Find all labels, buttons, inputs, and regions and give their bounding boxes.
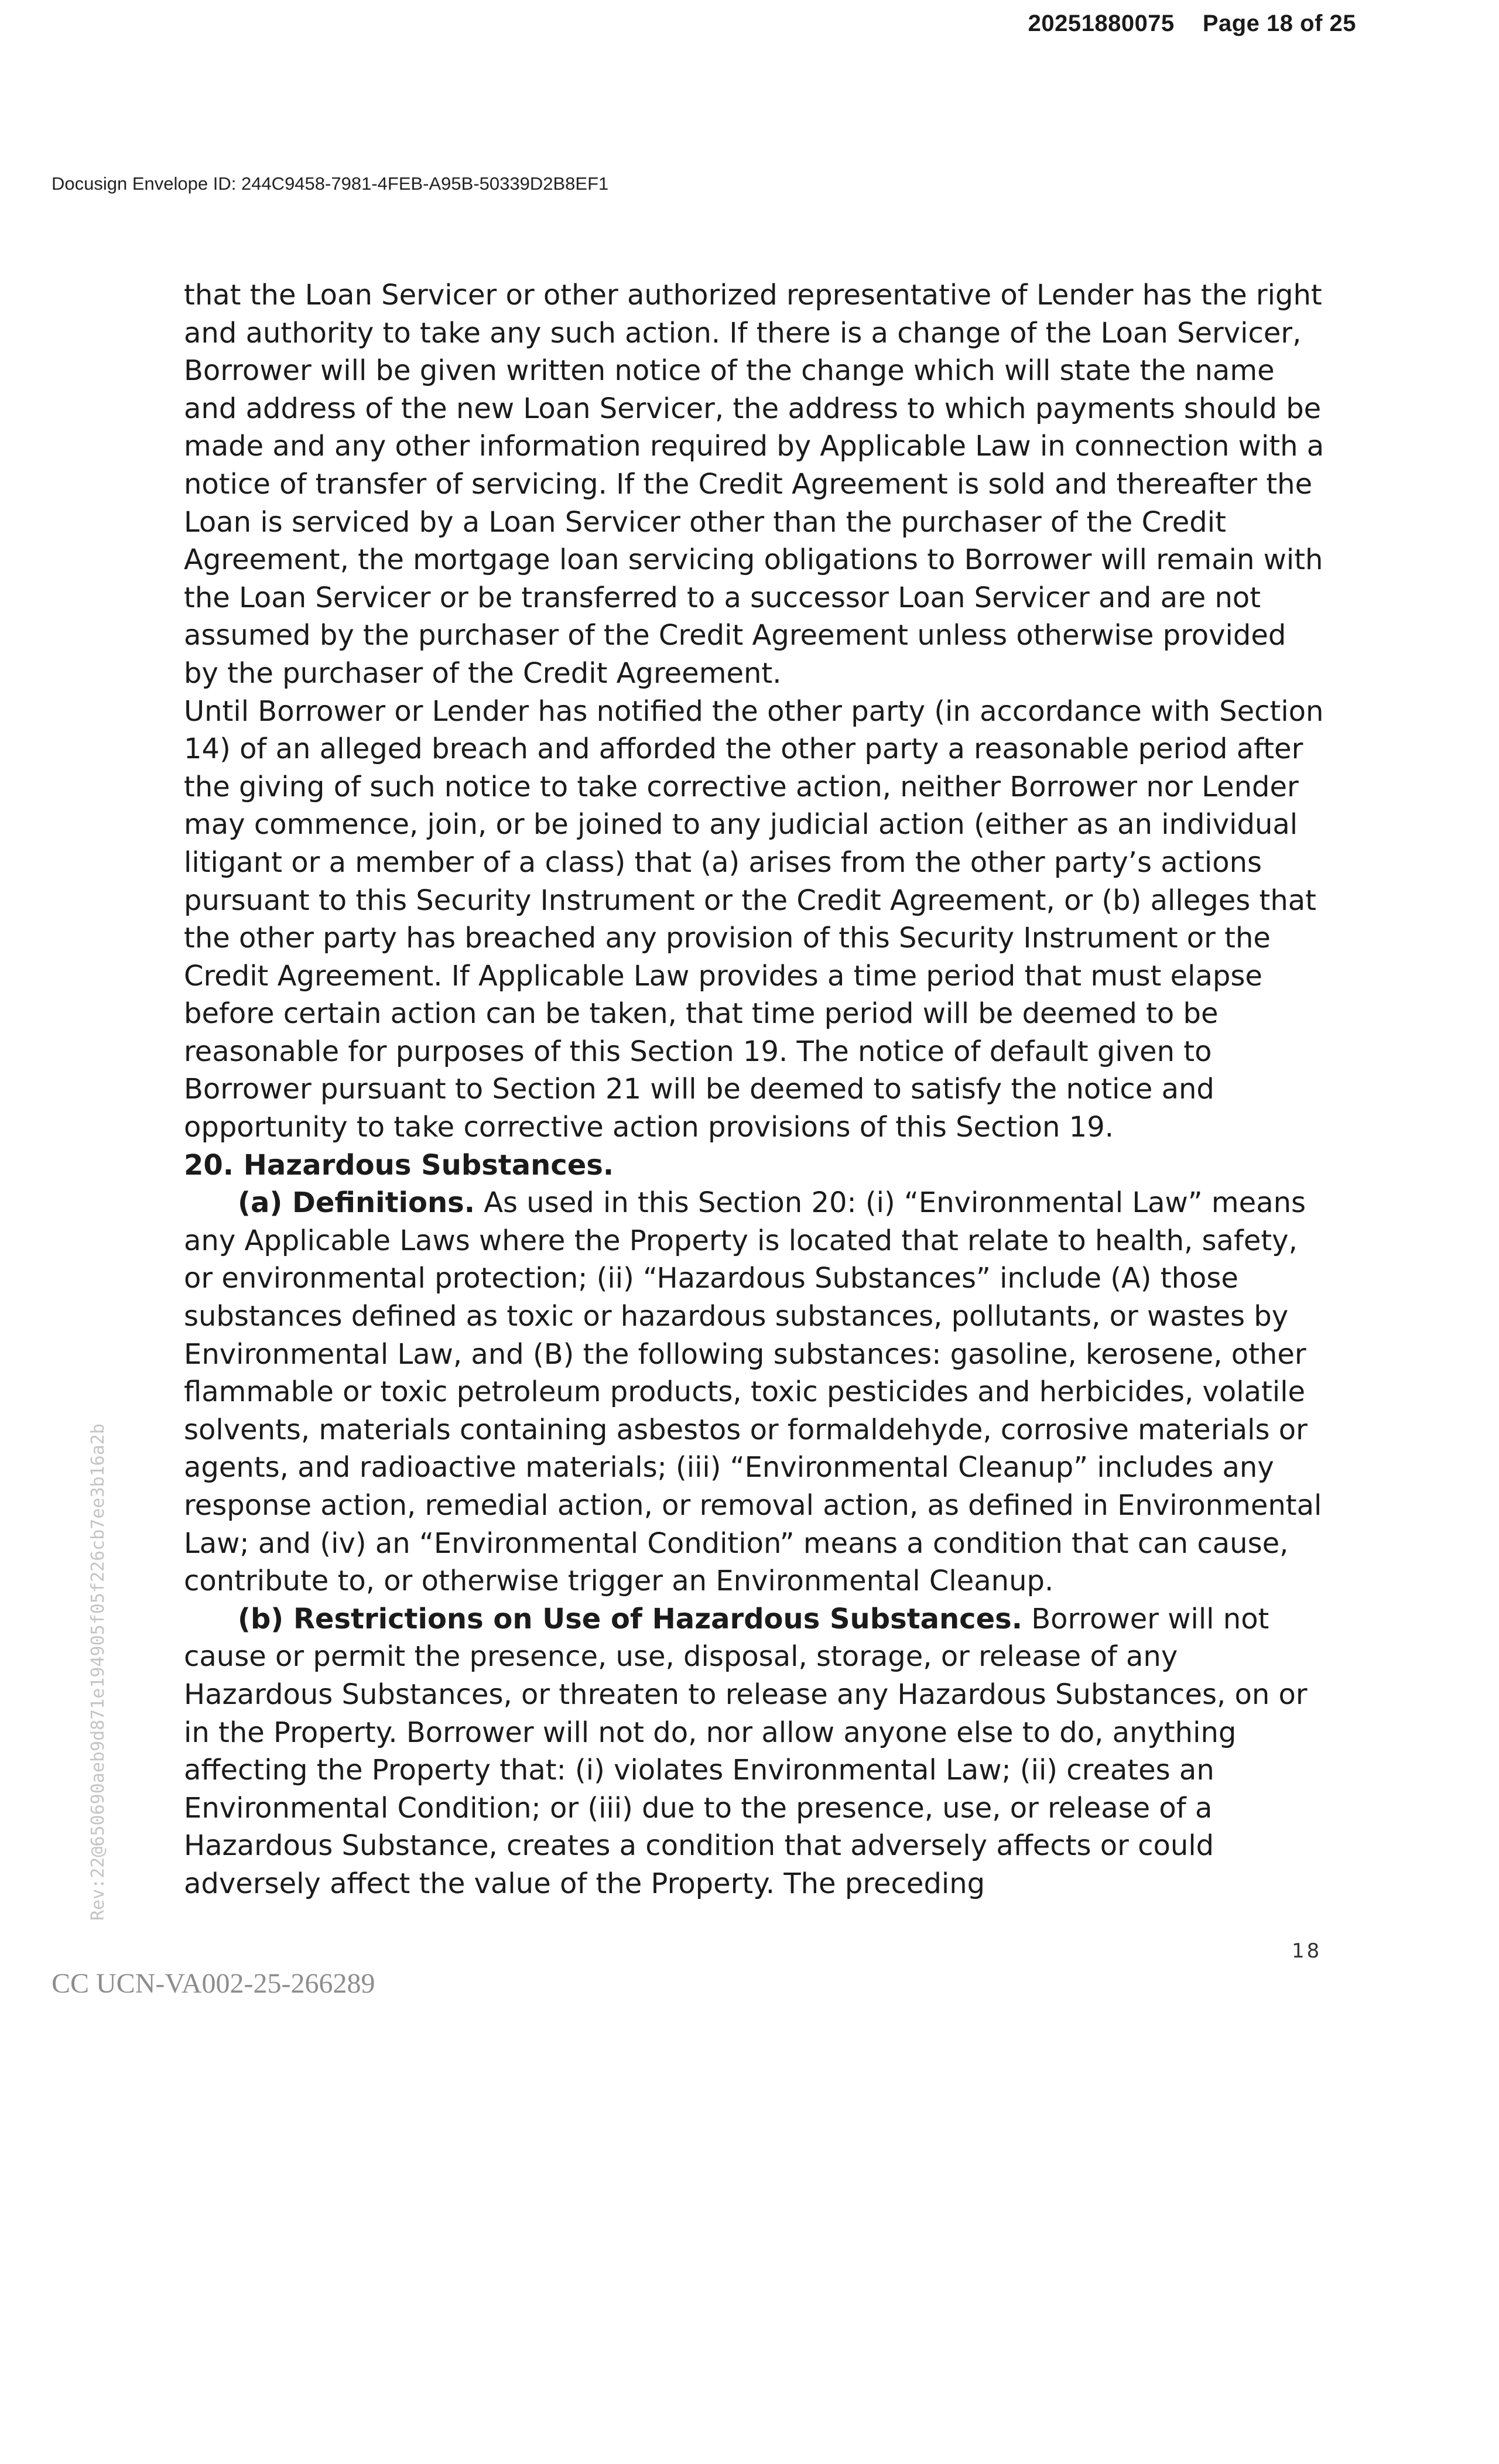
footer-recording-id: CC UCN-VA002-25-266289 xyxy=(52,1968,375,1999)
document-body xyxy=(184,276,1326,1903)
paragraph-definitions xyxy=(184,1184,1326,1600)
revision-hash: Rev:22@650690aeb9d871e194905f05f226cb7ee3b16a2b xyxy=(88,1423,108,1921)
section-20-heading: 20. Hazardous Substances. xyxy=(184,1148,614,1182)
paragraph-restrictions xyxy=(184,1600,1326,1903)
page-header xyxy=(1028,11,1356,37)
section-heading xyxy=(184,1147,1326,1185)
envelope-id: Docusign Envelope ID: 244C9458-7981-4FEB-A95B-50339D2B8EF1 xyxy=(52,173,609,194)
restrictions-text: Borrower will not cause or permit the presence, use, disposal, storage, or release of any Hazardous Substances, or threaten to release any Hazardous Substances, on or in the Property. Borrower will not do, nor allow anyone else to do, anything affecting the Property that: (i) violates Environmental Law; (ii) creates an Environmental Condition; or (iii) due to the presence, use, or release of a Hazardous Substance, creates a condition that adversely affects or could adversely affect the value of the Property. The preceding xyxy=(184,1602,1308,1900)
definitions-text: As used in this Section 20: (i) “Environmental Law” means any Applicable Laws where the Property is located that relate to health, safety, or environmental protection; (ii) “Hazardous Substances” include (A) those substances defined as toxic or hazardous substances, pollutants, or wastes by Environmental Law, and (B) the following substances: gasoline, kerosene, other flammable or toxic petroleum products, toxic pesticides and herbicides, volatile solvents, materials containing asbestos or formaldehyde, corrosive materials or agents, and radioactive materials; (iii) “Environmental Cleanup” includes any response action, remedial action, or removal action, as defined in Environmental Law; and (iv) an “Environmental Condition” means a condition that can cause, contribute to, or otherwise trigger an Environmental Cleanup. xyxy=(184,1186,1322,1598)
page-number: 18 xyxy=(1292,1939,1322,1963)
page-indicator: Page 18 of 25 xyxy=(1202,11,1356,36)
paragraph-notice-of-grievance: Until Borrower or Lender has notified the other party (in accordance with Section 14) of an alleged breach and afforded the other party a reasonable period after the giving of such notice to take corrective action, neither Borrower nor Lender may commence, join, or be joined to any judicial action (either as an individual litigant or a member of a class) that (a) arises from the other party’s actions pursuant to this Security Instrument or the Credit Agreement, or (b) alleges that the other party has breached any provision of this Security Instrument or the Credit Agreement. If Applicable Law provides a time period that must elapse before certain action can be taken, that time period will be deemed to be reasonable for purposes of this Section 19. The notice of default given to Borrower pursuant to Section 21 will be deemed to satisfy the notice and opportunity to take corrective action provisions of this Section 19. xyxy=(184,694,1324,1144)
definitions-heading: (a) Definitions. xyxy=(238,1186,475,1220)
restrictions-heading: (b) Restrictions on Use of Hazardous Substances. xyxy=(238,1602,1022,1635)
document-number: 20251880075 xyxy=(1028,11,1175,36)
paragraph-loan-servicer: that the Loan Servicer or other authorized representative of Lender has the right and authority to take any such action. If there is a change of the Loan Servicer, Borrower will be given written notice of the change which will state the name and address of the new Loan Servicer, the address to which payments should be made and any other information required by Applicable Law in connection with a notice of transfer of servicing. If the Credit Agreement is sold and thereafter the Loan is serviced by a Loan Servicer other than the purchaser of the Credit Agreement, the mortgage loan servicing obligations to Borrower will remain with the Loan Servicer or be transferred to a successor Loan Servicer and are not assumed by the purchaser of the Credit Agreement unless otherwise provided by the purchaser of the Credit Agreement. xyxy=(184,279,1325,690)
